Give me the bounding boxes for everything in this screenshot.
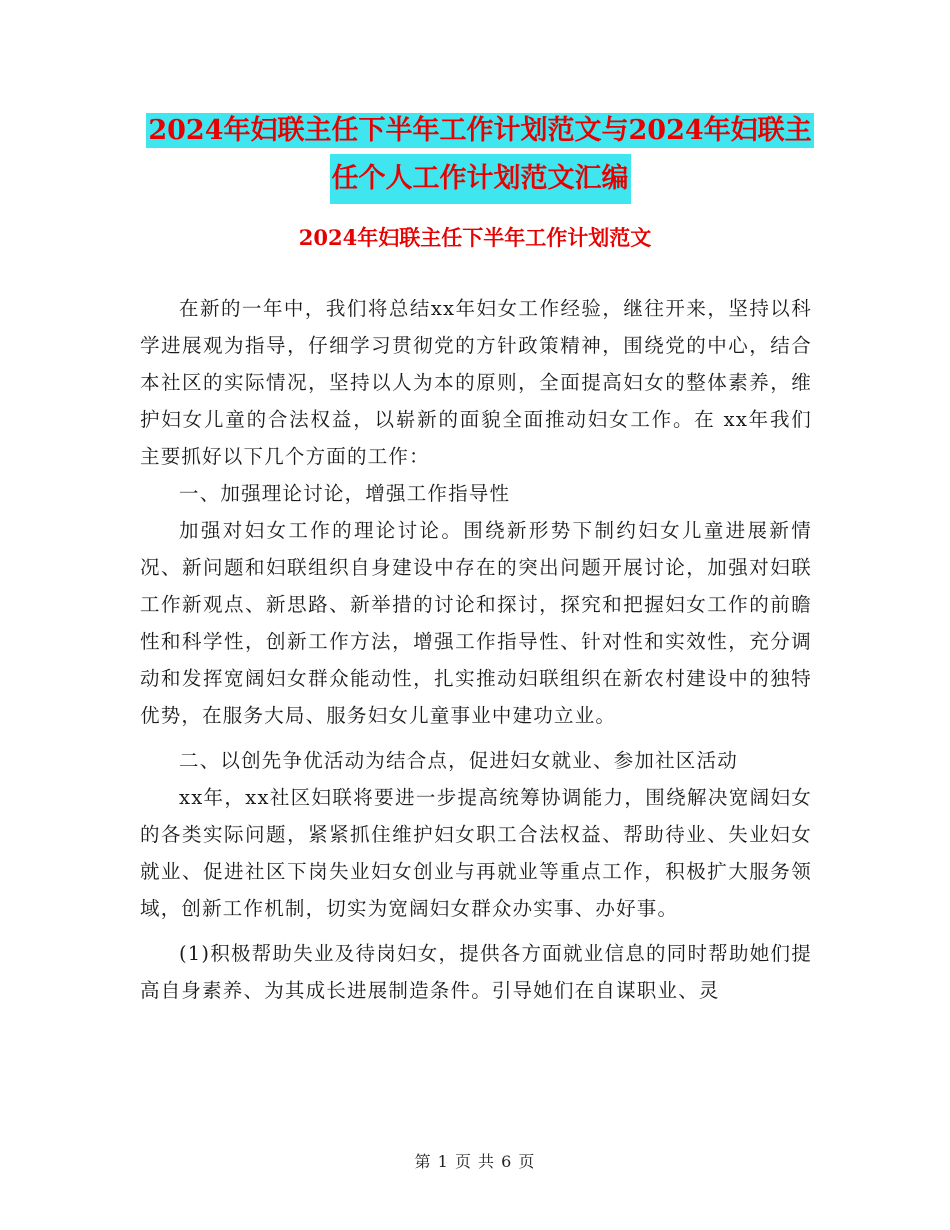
page-footer: 第 1 页 共 6 页	[414, 1152, 536, 1171]
paragraph-intro: 在新的一年中，我们将总结xx年妇女工作经验，继往开来，坚持以科学进展观为指导，仔细学习贯彻党的方针政策精神，围绕党的中心，结合本社区的实际情况，坚持以人为本的原则，全面提高妇女的整体素养，维护妇女儿童的合法权益，以崭新的面貌全面推动妇女工作。在 xx年我们主要抓好以下几个方面的工作：	[140, 297, 812, 468]
paragraph-theory: 加强对妇女工作的理论讨论。围绕新形势下制约妇女儿童进展新情况、新问题和妇联组织自身建设中存在的突出问题开展讨论，加强对妇联工作新观点、新思路、新举措的讨论和探讨，探究和把握妇女工作的前瞻性和科学性，创新工作方法，增强工作指导性、针对性和实效性，充分调动和发挥宽阔妇女群众能动性，扎实推动妇联组织在新农村建设中的独特优势，在服务大局、服务妇女儿童事业中建功立业。	[140, 519, 812, 727]
title-line-1: 2024年妇联主任下半年工作计划范文与2024年妇联主	[148, 115, 812, 146]
title-line-2: 任个人工作计划范文汇编	[330, 154, 631, 204]
paragraph-item-1: (1)积极帮助失业及待岗妇女，提供各方面就业信息的同时帮助她们提高自身素养、为其成长进展制造条件。引导她们在自谋职业、灵	[140, 942, 812, 1002]
section-title: 2024年妇联主任下半年工作计划范文	[298, 225, 652, 250]
heading-two: 二、以创先争优活动为结合点，促进妇女就业、参加社区活动	[179, 749, 738, 772]
document-title	[140, 108, 820, 204]
body-text	[140, 290, 812, 1009]
heading-one: 一、加强理论讨论，增强工作指导性	[179, 482, 511, 505]
paragraph-employment: xx年，xx社区妇联将要进一步提高统筹协调能力，围绕解决宽阔妇女的各类实际问题，紧紧抓住维护妇女职工合法权益、帮助待业、失业妇女就业、促进社区下岗失业妇女创业与再就业等重点工作，积极扩大服务领域，创新工作机制，切实为宽阔妇女群众办实事、办好事。	[140, 786, 812, 920]
